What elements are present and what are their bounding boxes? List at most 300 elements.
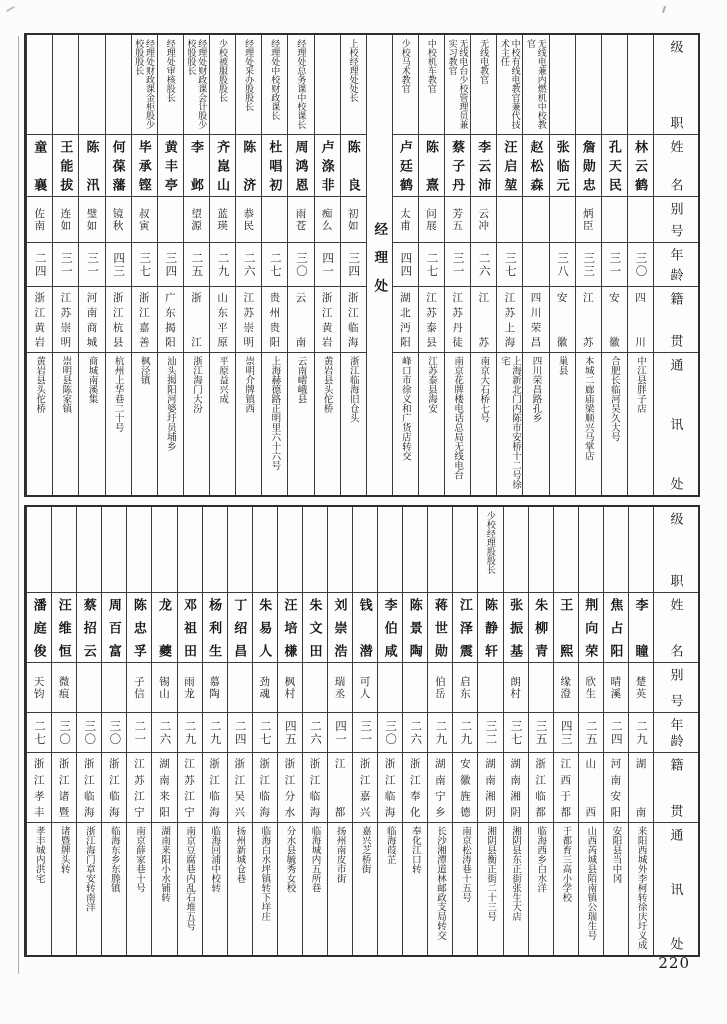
age-cell (184, 243, 209, 287)
name-cell (152, 593, 176, 663)
address-cell-text: 南京松涛巷十五号 (460, 826, 472, 902)
person-column (522, 35, 548, 495)
age-cell (152, 713, 176, 753)
address-cell (228, 823, 252, 955)
rank-cell-text: 经理处审核股长 (165, 39, 176, 102)
native-place-cell (628, 287, 653, 353)
rank-cell (303, 507, 327, 593)
address-cell-text: 浙江临海旧仓头 (347, 356, 359, 423)
header-name-label: 姓名 (668, 140, 684, 191)
native-place-cell-text: 浙江临海 (383, 758, 396, 817)
rank-cell (453, 507, 477, 593)
name-cell-text: 毕承铿 (136, 140, 152, 191)
header-rank-label: 级职 (668, 512, 684, 587)
alias-cell-text: 子信 (132, 675, 145, 700)
native-place-cell-text: 浙江孝丰 (32, 758, 45, 817)
address-cell-text: 峰口市徐义和广货店转交 (399, 356, 411, 461)
address-cell-text: 临海白水坪镇转下垟庄 (259, 826, 271, 921)
rank-cell-text: 经理处采办股股长 (244, 39, 255, 111)
header-alias-label-cell (654, 663, 698, 713)
name-cell (210, 135, 235, 197)
person-column (603, 507, 628, 955)
age-cell-text: 三七 (138, 251, 151, 278)
address-cell (550, 353, 575, 495)
person-column (302, 507, 327, 955)
name-cell (203, 593, 227, 663)
age-cell (341, 243, 366, 287)
alias-cell (576, 197, 601, 243)
address-cell (315, 353, 340, 495)
alias-cell (550, 197, 575, 243)
address-cell (27, 823, 51, 955)
address-cell (184, 353, 209, 495)
rank-cell (428, 507, 452, 593)
rank-cell (471, 35, 496, 135)
address-cell (152, 823, 176, 955)
rank-cell (576, 35, 601, 135)
age-cell-text: 二四 (609, 719, 622, 746)
age-cell-text: 二四 (33, 251, 46, 278)
native-place-cell-text: 浙江吴兴 (233, 758, 246, 817)
alias-cell (210, 197, 235, 243)
address-cell-text: 长沙湘潭道林邮政支局转交 (434, 826, 446, 940)
person-column (177, 507, 202, 955)
rank-cell (127, 507, 151, 593)
rank-cell (132, 35, 157, 135)
header-age-label-cell (654, 243, 698, 287)
header-native-label: 籍贯 (668, 292, 684, 347)
person-column (628, 507, 653, 955)
age-cell (497, 243, 522, 287)
native-place-cell-text: 湖南 (634, 758, 647, 817)
native-place-cell-text: 湖北沔阳 (398, 292, 411, 347)
native-place-cell (79, 287, 104, 353)
age-cell-text: 二七 (33, 719, 46, 746)
native-place-cell (629, 753, 653, 823)
name-cell-text: 陈忠孚 (131, 598, 147, 657)
age-cell (602, 243, 627, 287)
native-place-cell-text: 江苏 (477, 292, 490, 347)
name-cell-text: 周鸿恩 (293, 140, 309, 191)
address-cell-text: 江苏泰县海安 (426, 356, 438, 413)
alias-cell-text: 欣生 (584, 675, 597, 700)
native-place-cell-text: 湖南宁乡 (433, 758, 446, 817)
native-place-cell-text: 浙江临海 (208, 758, 221, 817)
age-cell (550, 243, 575, 287)
person-column (26, 507, 51, 955)
name-cell-text: 汪启堃 (502, 140, 518, 191)
alias-cell-text: 初如 (346, 207, 359, 232)
alias-cell (132, 197, 157, 243)
name-cell-text: 朱易人 (257, 598, 273, 657)
rank-cell-text: 无线电台少校管理员兼实习教官 (447, 39, 469, 129)
alias-cell (471, 197, 496, 243)
address-cell-text: 平原益兴成 (217, 356, 229, 404)
address-cell (576, 353, 601, 495)
name-cell (27, 135, 52, 197)
alias-cell-text: 楚英 (634, 675, 647, 700)
age-cell (428, 713, 452, 753)
name-cell-text: 卢廷鹤 (397, 140, 413, 191)
person-column (183, 35, 209, 495)
name-cell-text: 朱文田 (307, 598, 323, 657)
person-column (528, 507, 553, 955)
address-cell-text: 临海城内五所巷 (309, 826, 321, 893)
address-cell (27, 353, 52, 495)
name-cell-text: 邓祖田 (182, 598, 198, 657)
header-address-label-cell (654, 823, 698, 955)
age-cell-text: 二七 (258, 719, 271, 746)
header-address-label-cell (654, 353, 698, 495)
address-cell (628, 353, 653, 495)
alias-cell (628, 197, 653, 243)
name-cell-text: 黄丰亭 (162, 140, 178, 191)
alias-cell-text: 问展 (424, 207, 437, 232)
alias-cell (158, 197, 183, 243)
native-place-cell (27, 287, 52, 353)
header-alias-label: 别号 (668, 202, 684, 237)
name-cell-text: 李瞳 (633, 598, 649, 657)
native-place-cell-text: 浙江黄岩 (320, 292, 333, 347)
native-place-cell (478, 753, 502, 823)
alias-cell (236, 197, 261, 243)
address-cell (278, 823, 302, 955)
name-cell (579, 593, 603, 663)
age-cell (579, 713, 603, 753)
native-place-cell (576, 287, 601, 353)
name-cell-text: 汪维恒 (56, 598, 72, 657)
native-place-cell-text: 江苏崇明 (242, 292, 255, 347)
native-place-cell (303, 753, 327, 823)
header-age-label: 年龄 (668, 248, 684, 281)
alias-cell (106, 197, 131, 243)
native-place-cell (579, 753, 603, 823)
native-place-cell-text: 江西于都 (559, 758, 572, 817)
alias-cell-text: 启东 (458, 675, 471, 700)
name-cell-text: 赵松森 (528, 140, 544, 191)
address-cell (106, 353, 131, 495)
address-cell (127, 823, 151, 955)
name-cell (604, 593, 628, 663)
name-cell (445, 135, 470, 197)
native-place-cell-text: 江苏 (581, 292, 594, 347)
age-cell (127, 713, 151, 753)
native-place-cell-text: 湖南湘阴 (483, 758, 496, 817)
name-cell (228, 593, 252, 663)
age-cell (53, 243, 78, 287)
name-cell-text: 焦占阳 (608, 598, 624, 657)
address-cell (288, 353, 313, 495)
person-column (261, 35, 287, 495)
alias-cell (127, 663, 151, 713)
native-place-cell-text: 浙江临海 (308, 758, 321, 817)
native-place-cell (262, 287, 287, 353)
age-cell (236, 243, 261, 287)
address-cell (79, 353, 104, 495)
age-cell (262, 243, 287, 287)
alias-cell-text: 蓝瑛 (216, 207, 229, 232)
address-cell-text: 扬州南皮市街 (334, 826, 346, 883)
alias-cell-text: 晴溪 (609, 675, 622, 700)
age-cell-text: 三二 (484, 719, 497, 746)
native-place-cell (152, 753, 176, 823)
rank-cell (77, 507, 101, 593)
native-place-cell (53, 287, 78, 353)
rank-cell (203, 507, 227, 593)
alias-cell-text: 痴么 (320, 207, 333, 232)
age-cell-text: 二六 (242, 251, 255, 278)
person-column (427, 507, 452, 955)
alias-cell-text: 芳五 (451, 207, 464, 232)
address-cell-text: 临海葭芷 (384, 826, 396, 864)
address-cell-text: 嘉兴芝桥街 (359, 826, 371, 874)
address-cell (158, 353, 183, 495)
address-cell-text: 湖南来阳小水铺转 (159, 826, 171, 902)
name-cell (106, 135, 131, 197)
native-place-cell-text: 浙江 (189, 292, 202, 347)
native-place-cell-text: 山西 (584, 758, 597, 817)
alias-cell-text: 枫村 (283, 675, 296, 700)
section-divider-label: 经理处 (372, 222, 388, 308)
native-place-cell (27, 753, 51, 823)
alias-cell-text: 炳臣 (581, 207, 594, 232)
person-column (402, 507, 427, 955)
rank-cell (629, 507, 653, 593)
age-cell (471, 243, 496, 287)
header-rank-label: 级职 (668, 40, 684, 129)
rank-cell-text: 中校机车教官 (426, 39, 437, 93)
name-cell (523, 135, 548, 197)
name-cell-text: 杨利生 (207, 598, 223, 657)
alias-cell-text: 雨龙 (183, 675, 196, 700)
age-cell-text: 二九 (216, 251, 229, 278)
person-column (601, 35, 627, 495)
person-column (227, 507, 252, 955)
age-cell-text: 三〇 (83, 719, 96, 746)
rank-cell (445, 35, 470, 135)
native-place-cell (102, 753, 126, 823)
person-column (105, 35, 131, 495)
alias-cell (445, 197, 470, 243)
name-cell (628, 135, 653, 197)
person-column (452, 507, 477, 955)
address-cell-text: 上海新北门内陈市安桥十二号徐宅 (498, 356, 522, 489)
alias-cell (303, 663, 327, 713)
alias-cell (529, 663, 553, 713)
person-column (202, 507, 227, 955)
rank-cell (184, 35, 209, 135)
alias-cell (341, 197, 366, 243)
age-cell (604, 713, 628, 753)
alias-cell (27, 663, 51, 713)
native-place-cell (315, 287, 340, 353)
address-cell-text: 来阳西城外李柯转徐庆圩义成 (635, 826, 647, 950)
address-cell-text: 临海回浦中校转 (209, 826, 221, 893)
name-cell-text: 刘崇浩 (332, 598, 348, 657)
age-cell-text: 三一 (59, 251, 72, 278)
person-column (101, 507, 126, 955)
age-cell (328, 713, 352, 753)
rank-cell (628, 35, 653, 135)
person-column (392, 35, 418, 495)
rank-cell (152, 507, 176, 593)
age-cell (529, 713, 553, 753)
person-column (131, 35, 157, 495)
native-place-cell (497, 287, 522, 353)
name-cell (184, 135, 209, 197)
rank-cell (602, 35, 627, 135)
alias-cell (152, 663, 176, 713)
person-column (503, 507, 528, 955)
alias-cell-text: 雨苍 (294, 207, 307, 232)
person-column (327, 507, 352, 955)
name-cell-text: 周百富 (106, 598, 122, 657)
name-cell (629, 593, 653, 663)
address-cell (579, 823, 603, 955)
alias-cell-text: 太甫 (398, 207, 411, 232)
rank-cell (228, 507, 252, 593)
alias-cell-text: 慕陶 (208, 675, 221, 700)
address-cell-text: 湘阴县衡正街二十三号 (485, 826, 497, 921)
age-cell (353, 713, 377, 753)
rank-cell (27, 507, 51, 593)
name-cell-text: 汪培槏 (282, 598, 298, 657)
address-cell-text: 扬州新城仓巷 (234, 826, 246, 883)
name-cell-text: 陈良 (345, 140, 361, 191)
name-cell (529, 593, 553, 663)
age-cell-text: 三〇 (294, 251, 307, 278)
address-cell-text: 奉化江口转 (409, 826, 421, 874)
native-place-cell-text: 浙江嘉兴 (358, 758, 371, 817)
age-cell-text: 二六 (158, 719, 171, 746)
age-cell-text: 三五 (534, 719, 547, 746)
native-place-cell-text: 湖南来阳 (157, 758, 170, 817)
rank-cell (523, 35, 548, 135)
native-place-cell (523, 287, 548, 353)
rank-cell-text: 少校被服股股长 (217, 39, 228, 102)
alias-cell (504, 663, 528, 713)
native-place-cell (184, 287, 209, 353)
name-cell-text: 李伯咸 (382, 598, 398, 657)
name-cell (550, 135, 575, 197)
alias-cell (102, 663, 126, 713)
name-cell (52, 593, 76, 663)
row-header-column (653, 507, 698, 955)
native-place-cell-text: 浙江分水 (283, 758, 296, 817)
header-name-label-cell (654, 593, 698, 663)
header-rank-label-cell (654, 507, 698, 593)
address-cell (132, 353, 157, 495)
name-cell-text: 杜唱初 (267, 140, 283, 191)
native-place-cell (393, 287, 418, 353)
alias-cell-text: 恭民 (242, 207, 255, 232)
address-cell (53, 353, 78, 495)
header-address-label: 通讯处 (668, 358, 684, 490)
native-place-cell (127, 753, 151, 823)
address-cell-text: 于都育三高小学校 (560, 826, 572, 902)
name-cell (328, 593, 352, 663)
age-cell (278, 713, 302, 753)
name-cell (178, 593, 202, 663)
native-place-cell (403, 753, 427, 823)
header-alias-label: 别号 (668, 668, 684, 707)
rank-cell (315, 35, 340, 135)
native-place-cell (52, 753, 76, 823)
name-cell (303, 593, 327, 663)
age-cell-text: 三一 (608, 251, 621, 278)
header-name-label-cell (654, 135, 698, 197)
native-place-cell (554, 753, 578, 823)
name-cell (278, 593, 302, 663)
native-place-cell-text: 江苏江宁 (132, 758, 145, 817)
address-cell-text: 汕头揭阳河婆圩员埔乡 (164, 356, 176, 451)
age-cell-text: 三一 (359, 719, 372, 746)
native-place-cell-text: 安徽 (555, 292, 568, 347)
alias-cell-text: 锡山 (157, 675, 170, 700)
rank-cell-text: 少校经理股股长 (485, 511, 496, 574)
age-cell (210, 243, 235, 287)
alias-cell (278, 663, 302, 713)
name-cell-text: 潘庭俊 (31, 598, 47, 657)
age-cell-text: 二六 (308, 719, 321, 746)
person-column (209, 35, 235, 495)
native-place-cell (378, 753, 402, 823)
age-cell (378, 713, 402, 753)
alias-cell (378, 663, 402, 713)
rank-cell (393, 35, 418, 135)
age-cell (132, 243, 157, 287)
native-place-cell-text: 浙江临海 (258, 758, 271, 817)
person-column (76, 507, 101, 955)
address-cell (504, 823, 528, 955)
address-cell-text: 南京大石桥七号 (478, 356, 490, 423)
name-cell (378, 593, 402, 663)
native-place-cell-text: 浙江临海 (82, 758, 95, 817)
native-place-cell (106, 287, 131, 353)
native-place-cell-text: 四川 (633, 292, 646, 347)
alias-cell (478, 663, 502, 713)
native-place-cell (529, 753, 553, 823)
age-cell-text: 二四 (233, 719, 246, 746)
address-cell-text: 南京薛家巷十号 (134, 826, 145, 893)
rank-cell (210, 35, 235, 135)
name-cell-text: 钱潜 (357, 598, 373, 657)
address-cell-text: 黄岩县头佗桥 (321, 356, 333, 413)
rank-cell (497, 35, 522, 135)
native-place-cell-text: 河南商城 (85, 292, 98, 347)
alias-cell (554, 663, 578, 713)
person-column (549, 35, 575, 495)
alias-cell (523, 197, 548, 243)
address-cell (428, 823, 452, 955)
rank-cell (403, 507, 427, 593)
alias-cell (203, 663, 227, 713)
age-cell (253, 713, 277, 753)
name-cell-text: 龙夔 (156, 598, 172, 657)
address-cell (378, 823, 402, 955)
header-rank-label-cell (654, 35, 698, 135)
alias-cell (77, 663, 101, 713)
address-cell-text: 崇明介牌镇西 (243, 356, 255, 413)
native-place-cell-text: 河南安阳 (609, 758, 622, 817)
native-place-cell (253, 753, 277, 823)
name-cell (77, 593, 101, 663)
person-column (287, 35, 313, 495)
alias-cell (353, 663, 377, 713)
rank-cell (504, 507, 528, 593)
age-cell-text: 二五 (584, 719, 597, 746)
native-place-cell (504, 753, 528, 823)
